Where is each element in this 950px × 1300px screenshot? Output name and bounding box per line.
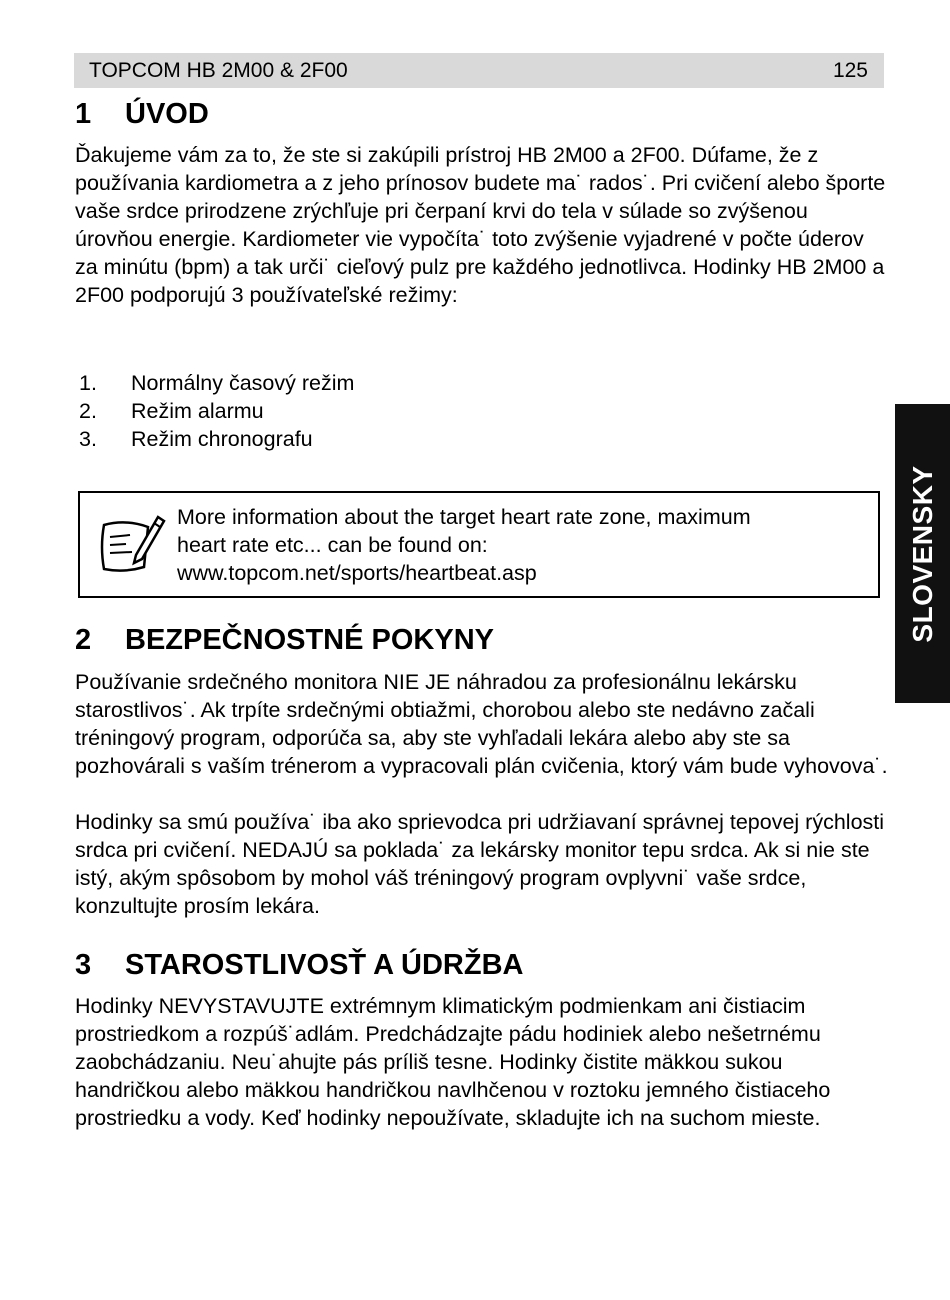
section-3-title: STAROSTLIVOSŤ A ÚDRŽBA [125, 949, 524, 981]
section-1-title: ÚVOD [125, 98, 209, 130]
info-note-box [78, 491, 880, 598]
list-item-text: Režim chronografu [131, 427, 313, 451]
section-1-paragraph: Ďakujeme vám za to, že ste si zakúpili prístroj HB 2M00 a 2F00. Dúfame, že z používania kardiometra a z jeho prínosov budete ma˙ rados˙. Pri cvičení alebo športe vaše srdce prirodzene zrýchľuje pri čerpaní krvi do tela v súlade so zvýšenou úrovňou energie. Kardiometer vie vypočíta˙ toto zvýšenie vyjadrené v počte úderov za minútu (bpm) a tak urči˙ cieľový pulz pre každého jednotlivca. Hodinky HB 2M00 a 2F00 podporujú 3 používateľské režimy: [75, 143, 886, 307]
list-item-text: Režim alarmu [131, 399, 264, 423]
section-3-heading [75, 948, 523, 982]
note-line: heart rate etc... can be found on: [177, 533, 488, 557]
section-2-number: 2 [75, 624, 92, 656]
note-text [177, 503, 867, 587]
header-title: TOPCOM HB 2M00 & 2F00 [89, 58, 348, 82]
section-3-paragraph: Hodinky NEVYSTAVUJTE extrémnym klimatickým podmienkam ani čistiacim prostriedkom a rozpúš˙adlám. Predchádzajte pádu hodiniek alebo nešetrnému zaobchádzaniu. Neu˙ahujte pás príliš tesne. Hodinky čistite mäkkou sukou handričkou alebo mäkkou handričkou navlhčenou v roztoku jemného čistiaceho prostriedku a vody. Keď hodinky nepoužívate, skladujte ich na suchom mieste. [75, 994, 831, 1130]
section-2-title: BEZPEČNOSTNÉ POKYNY [125, 624, 494, 656]
list-item-text: Normálny časový režim [131, 371, 355, 395]
section-2-paragraph-1: Používanie srdečného monitora NIE JE náhradou za profesionálnu lekársku starostlivos˙. Ak trpíte srdečnými obtiažmi, chorobou alebo ste nedávno začali tréningový program, odporúča sa, aby ste vyhľadali lekára alebo aby ste sa pozhovárali s vaším trénerom a vypracovali plán cvičenia, ktorý vám bude vyhovova˙. [75, 670, 888, 778]
section-2-paragraph-2: Hodinky sa smú používa˙ iba ako sprievodca pri udržiavaní správnej tepovej rýchlosti srdca pri cvičení. NEDAJÚ sa poklada˙ za lekársky monitor tepu srdca. Ak si nie ste istý, akým spôsobom by mohol váš tréningový program ovplyvni˙ vaše srdce, konzultujte prosím lekára. [75, 810, 885, 918]
note-line: More information about the target heart rate zone, maximum [177, 505, 751, 529]
list-item [79, 369, 354, 397]
list-item-number: 3. [79, 427, 97, 451]
language-side-tab [895, 404, 950, 703]
note-pencil-icon [96, 511, 166, 581]
list-item-number: 1. [79, 371, 97, 395]
page-header [74, 53, 884, 88]
page-number: 125 [832, 58, 868, 82]
section-1-heading [75, 97, 209, 131]
section-2-heading [75, 623, 494, 657]
section-1-number: 1 [75, 98, 92, 130]
list-item [79, 397, 354, 425]
list-item-number: 2. [79, 399, 97, 423]
modes-list [79, 369, 354, 453]
side-tab-label: SLOVENSKY [906, 464, 938, 643]
list-item [79, 425, 354, 453]
note-url: www.topcom.net/sports/heartbeat.asp [177, 561, 537, 585]
section-3-number: 3 [75, 949, 92, 981]
